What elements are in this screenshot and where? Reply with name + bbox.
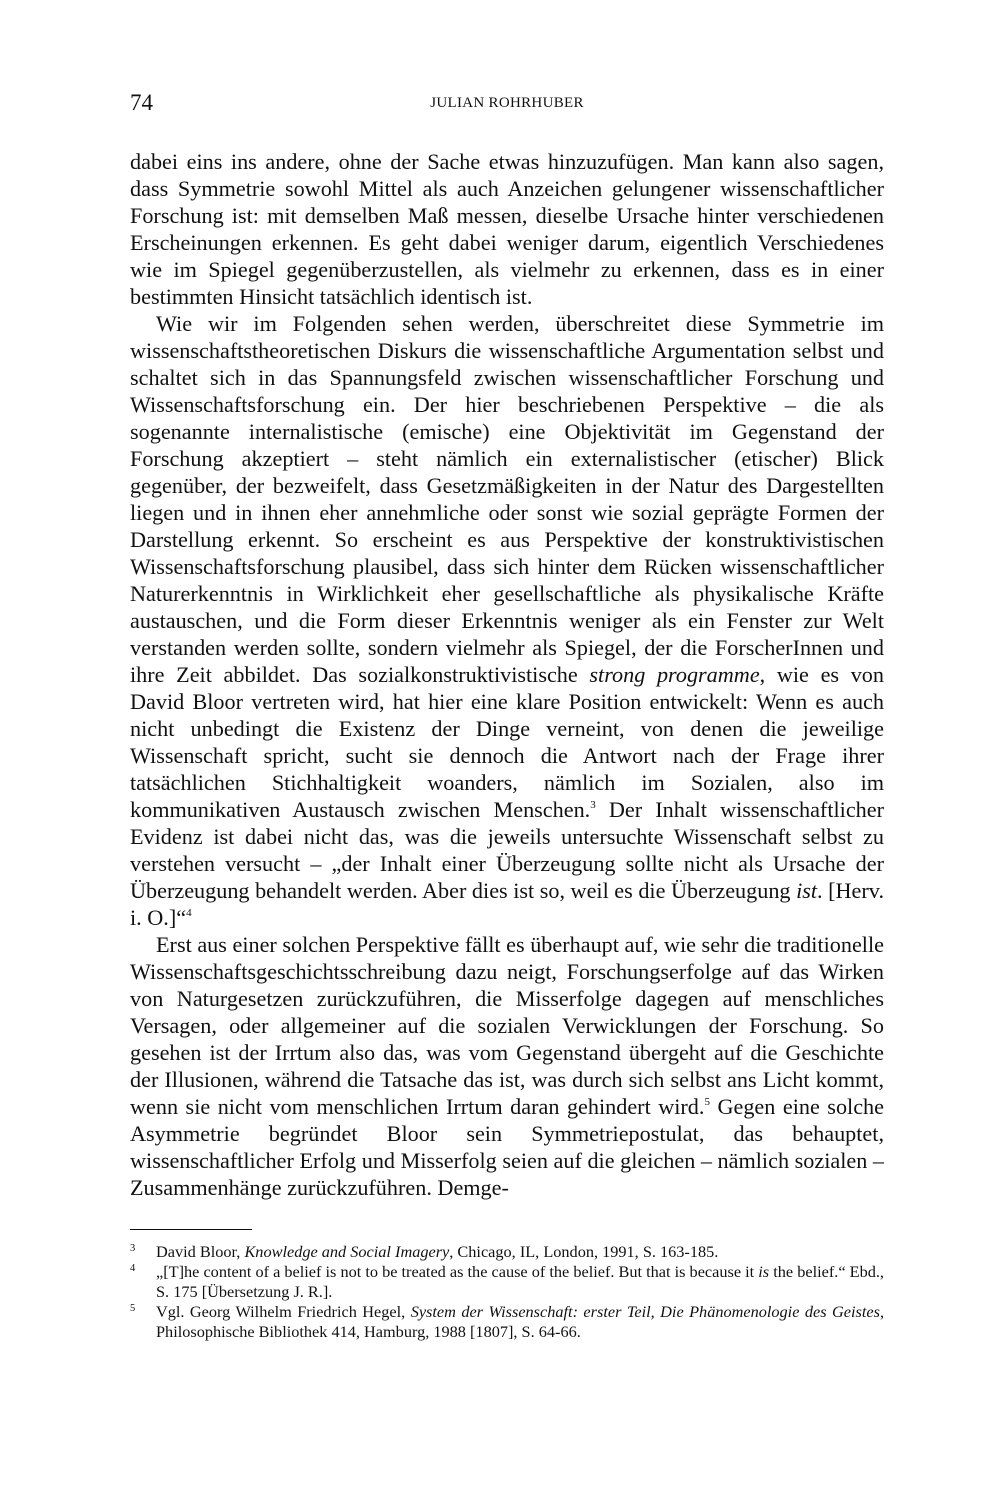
footnote-title: Knowledge and Social Imagery — [244, 1242, 450, 1261]
paragraph-1 — [130, 148, 884, 310]
main-text — [130, 148, 884, 1201]
footnote-ref-5[interactable]: 5 — [704, 1096, 710, 1108]
running-head: JULIAN ROHRHUBER — [430, 95, 584, 111]
footnotes — [130, 1242, 884, 1342]
paragraph-3-text-b: Gegen eine solche Asymmetrie begründet Bloor sein Symmetriepostulat, das behauptet, wissenschaftlicher Erfolg und Misserfolg seien auf die gleichen – nämlich sozialen – Zusammenhänge zurückzuführen. Demge- — [130, 1094, 884, 1200]
paragraph-2-text-c: Der Inhalt wissenschaftlicher Evidenz ist dabei nicht das, was die jeweils untersuchte Wissenschaft selbst zu verstehen versucht – „der Inhalt einer Überzeugung sollte nicht als Ursache der Überzeugung behandelt werden. Aber dies ist so, weil es die Überzeugung — [130, 797, 884, 903]
paragraph-2-text-d: . [Herv. i. O.]“ — [130, 878, 884, 930]
footnote-text: the belief.“ Ebd., S. 175 [Übersetzung J. R.]. — [156, 1262, 884, 1301]
page-number: 74 — [130, 90, 153, 115]
footnote-number: 4 — [130, 1263, 136, 1274]
emphasis-ist: ist — [796, 878, 818, 903]
footnote-number: 5 — [130, 1303, 136, 1314]
strong-programme-term: strong programme — [589, 662, 760, 687]
footnote-text: „[T]he content of a belief is not to be treated as the cause of the belief. But that is because it — [156, 1262, 759, 1281]
footnote-4 — [130, 1262, 884, 1302]
footnote-text: David Bloor, — [156, 1242, 245, 1261]
footnote-ref-4[interactable]: 4 — [186, 907, 192, 919]
footnote-text: Vgl. Georg Wilhelm Friedrich Hegel, — [156, 1302, 411, 1321]
footnote-divider — [130, 1229, 252, 1230]
footnote-number: 3 — [130, 1243, 136, 1254]
paragraph-1-text: dabei eins ins andere, ohne der Sache etwas hinzuzufügen. Man kann also sagen, dass Symmetrie sowohl Mittel als auch Anzeichen gelungener wissenschaftlicher Forschung ist: mit demselben Maß messen, dieselbe Ursache hinter verschiedenen Erscheinungen erkennen. Es geht dabei weniger darum, eigentlich Verschiedenes wie im Spiegel gegenüberzustellen, als vielmehr zu erkennen, dass es in einer bestimmten Hinsicht tatsächlich identisch ist. — [130, 149, 884, 309]
page-header — [130, 88, 884, 118]
footnote-3 — [130, 1242, 884, 1262]
footnote-text: , Philosophische Bibliothek 414, Hamburg, 1988 [1807], S. 64-66. — [156, 1302, 885, 1341]
paragraph-2 — [130, 310, 884, 931]
footnote-ref-3[interactable]: 3 — [590, 799, 596, 811]
footnote-emphasis: is — [758, 1262, 770, 1281]
paragraph-2-text-a: Wie wir im Folgenden sehen werden, überschreitet diese Symmetrie im wissenschaftstheoretischen Diskurs die wissenschaftliche Argumentation selbst und schaltet sich in das Spannungsfeld zwischen wissenschaftlicher Forschung und Wissenschaftsforschung ein. Der hier beschriebenen Perspektive – die als sogenannte internalistische (emische) eine Objektivität im Gegenstand der Forschung akzeptiert – steht nämlich ein externalistischer (etischer) Blick gegenüber, der bezweifelt, dass Gesetzmäßigkeiten in der Natur des Dargestellten liegen und in ihnen eher annehmliche oder sonst wie sozial geprägte Formen der Darstellung erkennt. So erscheint es aus Perspektive der konstruktivistischen Wissenschaftsforschung plausibel, dass sich hinter dem Rücken wissenschaftlicher Naturerkenntnis in Wirklichkeit eher gesellschaftliche als physikalische Kräfte austauschen, und die Form dieser Erkenntnis weniger als ein Fenster zur Welt verstanden werden sollte, sondern vielmehr als Spiegel, der die ForscherInnen und ihre Zeit abbildet. Das sozialkonstruktivistische — [130, 311, 884, 687]
paragraph-3-text-a: Erst aus einer solchen Perspektive fällt es überhaupt auf, wie sehr die traditionelle Wissenschaftsgeschichtsschreibung dazu neigt, Forschungserfolge auf das Wirken von Naturgesetzen zurückzuführen, die Misserfolge dagegen auf menschliches Versagen, oder allgemeiner auf die sozialen Verwicklungen der Forschung. So gesehen ist der Irrtum also das, was vom Gegenstand übergeht auf die Geschichte der Illusionen, während die Tatsache das ist, was durch sich selbst ans Licht kommt, wenn sie nicht vom menschlichen Irrtum daran gehindert wird. — [130, 932, 884, 1119]
footnote-text: , Chicago, IL, London, 1991, S. 163-185. — [449, 1242, 719, 1261]
paragraph-3 — [130, 931, 884, 1201]
footnote-5 — [130, 1302, 884, 1342]
footnote-title: System der Wissenschaft: erster Teil, Die Phänomenologie des Geistes — [410, 1302, 880, 1321]
paragraph-2-text-b: , wie es von David Bloor vertreten wird, hat hier eine klare Position entwickelt: Wenn es auch nicht unbedingt die Existenz der Dinge verneint, von denen die jeweilige Wissenschaft spricht, sucht sie dennoch die Antwort nach der Frage ihrer tatsächlichen Stichhaltigkeit woanders, nämlich im Sozialen, also im kommunikativen Austausch zwischen Menschen. — [130, 662, 884, 822]
